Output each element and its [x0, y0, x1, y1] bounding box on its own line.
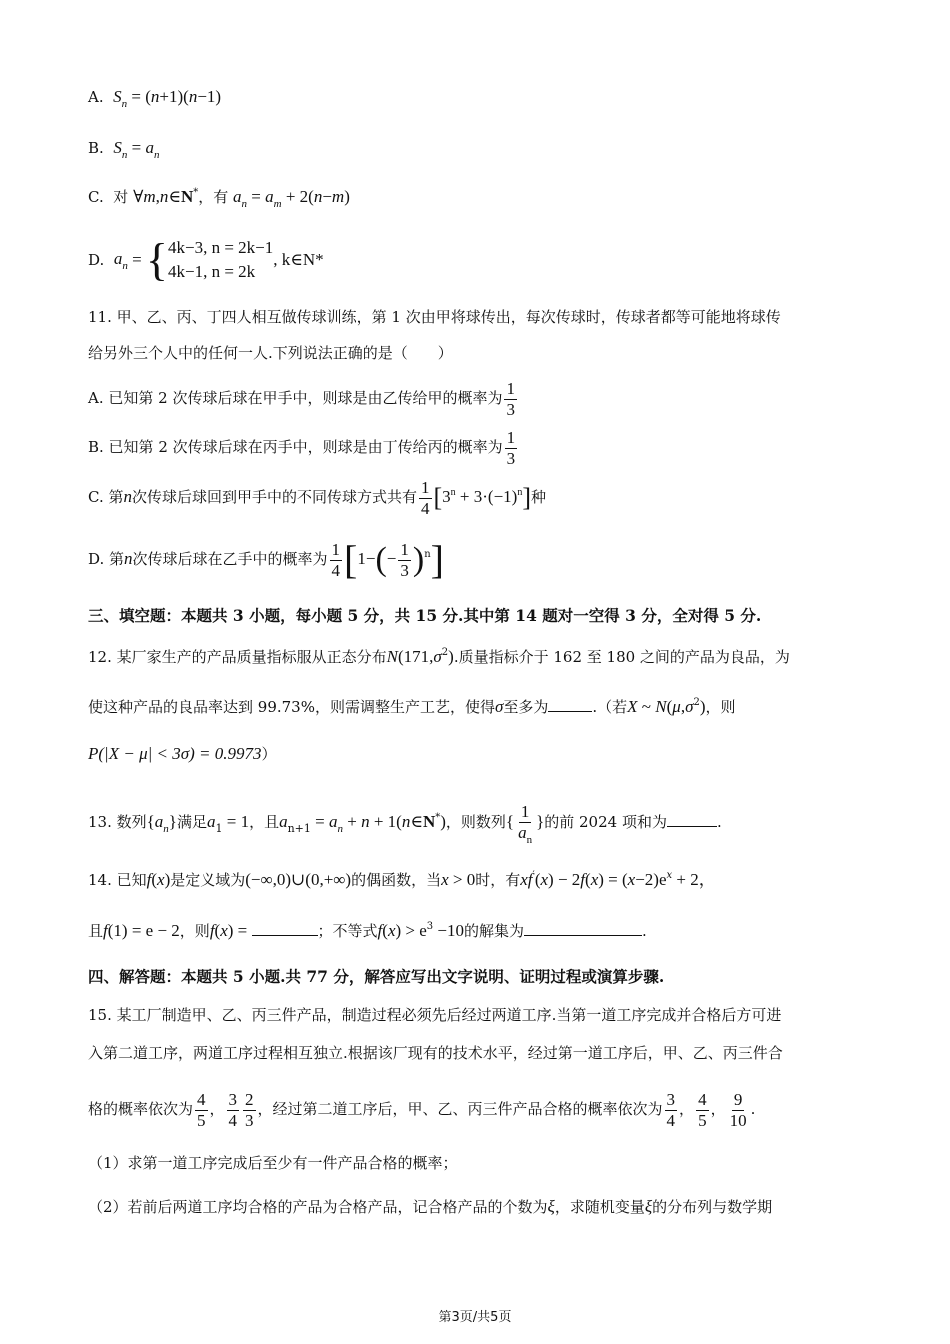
q15-line3: 格的概率依次为 $\frac{4}{5}$ ， $\frac{3}{4}$ $\frac{2}{3}$ ，经过第二道工序后，甲、乙、丙三件产品合格的概率依次为 $\frac{3}{4}$ ， $\frac{4}{5}$ ， $\frac{9}{10}$ . — [88, 1089, 756, 1130]
q12-line3: P(|X − μ| < 3σ) = 0.9973） — [88, 744, 277, 763]
option-b-formula: $S_n$ — [113, 138, 128, 161]
q13-answer-blank[interactable] — [667, 810, 717, 827]
q13-line: 13. 数列$\{a_n\}$满足$a_1 = 1$，且$a_{n+1} = a_n + n$ + 1(n∈N*)，则数列{ $\frac{1}{a_n}$ }的前 2024 项和为 . — [88, 801, 722, 846]
option-d-prev: D. $a_n$ = { 4k−3, n = 2k−1 4k−1, n = 2k , k∈N* — [88, 234, 324, 285]
q15-line1: 15. 某工厂制造甲、乙、丙三件产品，制造过程必须先后经过两道工序.当第一道工序完成并合格后方可进 — [88, 1006, 782, 1024]
q11-option-d: D. 第n次传球后球在乙手中的概率为 $\frac{1}{4}$ [1−(− $\frac{1}{3}$ )$^n$] — [88, 537, 444, 582]
section4-heading: 四、解答题：本题共 5 小题.共 77 分，解答应写出文字说明、证明过程或演算步骤. — [88, 967, 665, 986]
q12-line2: 使这种产品的良品率达到 99.73%，则需调整生产工艺，使得σ至多为 .（若X ~ $N(\mu,\sigma^2)$，则 — [88, 697, 736, 716]
piecewise-cases: 4k−3, n = 2k−1 4k−1, n = 2k — [168, 238, 274, 281]
q12-answer-blank[interactable] — [548, 695, 592, 712]
q14-line1: 14. 已知f(x)是定义域为(−∞,0)∪(0,+∞)的偶函数，当x > 0时，有$xf'(x) - 2f(x) = (x-2)e^x + 2$， — [88, 870, 716, 889]
q11-option-b: B. 已知第 2 次传球后球在丙手中，则球是由丁传给丙的概率为 $\frac{1}{3}$ — [88, 427, 516, 468]
option-b-prev: B. $S_n = a_n$ — [88, 138, 160, 161]
q14-answer-blank-1[interactable] — [252, 919, 318, 936]
q14-answer-blank-2[interactable] — [524, 919, 642, 936]
q11-stem-line2: 给另外三个人中的任何一人.下列说法正确的是（ ） — [88, 344, 453, 362]
q15-line2: 入第二道工序，两道工序过程相互独立.根据该厂现有的技术水平，经过第一道工序后，甲、乙、丙三件合 — [88, 1044, 783, 1062]
q11-option-c: C. 第n次传球后球回到甲手中的不同传球方式共有 $\frac{1}{4}$ $[3^n + 3\cdot(-1)^n]$种 — [88, 477, 547, 518]
q11-option-a: A. 已知第 2 次传球后球在甲手中，则球是由乙传给甲的概率为 $\frac{1}{3}$ — [88, 378, 515, 419]
q15-sub1: （1）求第一道工序完成后至少有一件产品合格的概率； — [88, 1154, 458, 1172]
page-footer: 第3页/共5页 — [438, 1310, 512, 1325]
option-c-prev: C. 对 ∀m,n∈N*，有 $a_n = a_m + 2(n-m)$ — [88, 187, 350, 210]
option-a-prev: A. $S_n = (n+1)(n-1)$ — [88, 87, 222, 110]
section3-heading: 三、填空题：本题共 3 小题，每小题 5 分，共 15 分.其中第 14 题对一空得 3 分，全对得 5 分. — [88, 606, 762, 625]
q12-line1: 12. 某厂家生产的产品质量指标服从正态分布$N(171,\sigma^2)$.质量指标介于 162 至 180 之间的产品为良品，为 — [88, 647, 790, 666]
option-a-formula: $S_n$ — [113, 87, 128, 110]
q14-line2: 且f(1) = e − 2，则f(x) = ；不等式$f(x) > e^3 -10$的解集为 . — [88, 921, 647, 940]
q15-sub2: （2）若前后两道工序均合格的产品为合格产品，记合格产品的个数为ξ，求随机变量ξ的分布列与数学期 — [88, 1197, 773, 1216]
q11-stem-line1: 11. 甲、乙、丙、丁四人相互做传球训练，第 1 次由甲将球传出，每次传球时，传球者都等可能地将球传 — [88, 308, 781, 326]
